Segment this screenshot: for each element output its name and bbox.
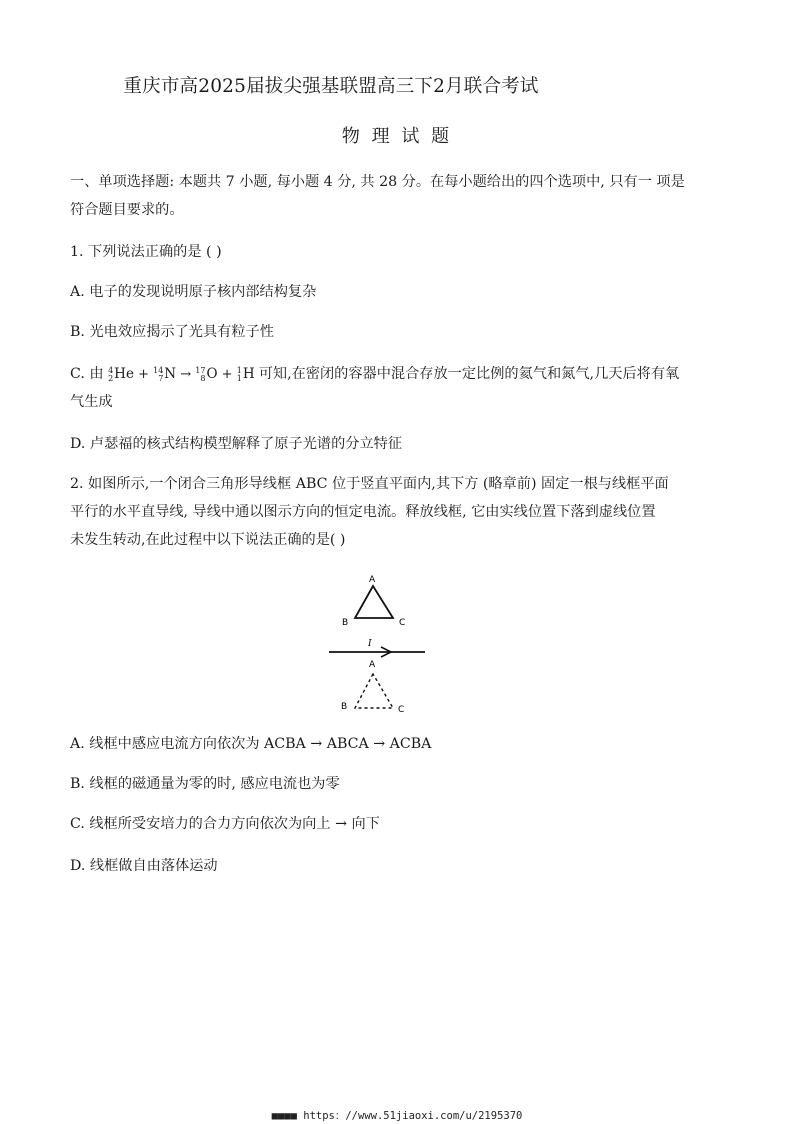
o-indices: 17 8	[195, 365, 206, 383]
q2-option-b: B. 线框的磁通量为零的时, 感应电流也为零	[70, 776, 340, 792]
q2-option-c: C. 线框所受安培力的合力方向依次为向上 → 向下	[70, 816, 380, 832]
label-top-b: B	[342, 618, 349, 628]
current-label: I	[368, 639, 372, 649]
q1-option-b: B. 光电效应揭示了光具有粒子性	[70, 324, 274, 340]
q1-option-c-line2: 气生成	[70, 394, 113, 410]
q1-c-prefix: C. 由	[70, 366, 104, 382]
q1-option-d: D. 卢瑟福的核式结构模型解释了原子光谱的分立特征	[70, 436, 403, 452]
label-top-a: A	[369, 575, 376, 585]
h-indices: 1 1	[236, 365, 242, 383]
footer-watermark-link[interactable]: ■■■■ https：//www.51jiaoxi.com/u/2195370	[271, 1110, 523, 1122]
triangle-wire-diagram	[325, 570, 435, 715]
q1-c-suffix: 可知,在密闭的容器中混合存放一定比例的氦气和氮气,几天后将有氧	[258, 366, 680, 382]
he-indices: 4 2	[108, 365, 114, 383]
label-bot-c: C	[398, 705, 405, 715]
section-instructions-line2: 符合题目要求的。	[70, 202, 184, 218]
q2-stem-line1: 2. 如图所示,一个闭合三角形导线框 ABC 位于竖直平面内,其下方 (略章前) 固定一根与线框平面	[70, 476, 669, 492]
q2-option-a: A. 线框中感应电流方向依次为 ACBA → ABCA → ACBA	[70, 736, 432, 752]
nuclear-equation: 4 2 He + 14 7 N → 17 8 O + 1 1 H	[108, 365, 255, 383]
q2-option-d: D. 线框做自由落体运动	[70, 858, 218, 874]
q2-stem-line3: 未发生转动,在此过程中以下说法正确的是( )	[70, 532, 346, 548]
exam-subject: 物 理 试 题	[341, 126, 453, 147]
label-bot-a: A	[369, 660, 376, 670]
dashed-triangle	[341, 660, 404, 715]
q1-option-a: A. 电子的发现说明原子核内部结构复杂	[70, 284, 317, 300]
n-indices: 14 7	[153, 365, 164, 383]
current-wire	[329, 639, 425, 657]
q2-stem-line2: 平行的水平直导线, 导线中通以图示方向的恒定电流。释放线框, 它由实线位置下落到虚线位置	[70, 504, 656, 520]
solid-triangle	[342, 575, 405, 628]
q1-stem: 1. 下列说法正确的是 ( )	[70, 244, 222, 260]
exam-title: 重庆市高2025届拔尖强基联盟高三下2月联合考试	[123, 76, 539, 97]
q1-option-c	[70, 364, 730, 385]
section-instructions-line1: 一、单项选择题: 本题共 7 小题, 每小题 4 分, 共 28 分。在每小题给出的四个选项中, 只有一 项是	[70, 174, 685, 190]
label-top-c: C	[399, 618, 406, 628]
label-bot-b: B	[341, 702, 348, 712]
